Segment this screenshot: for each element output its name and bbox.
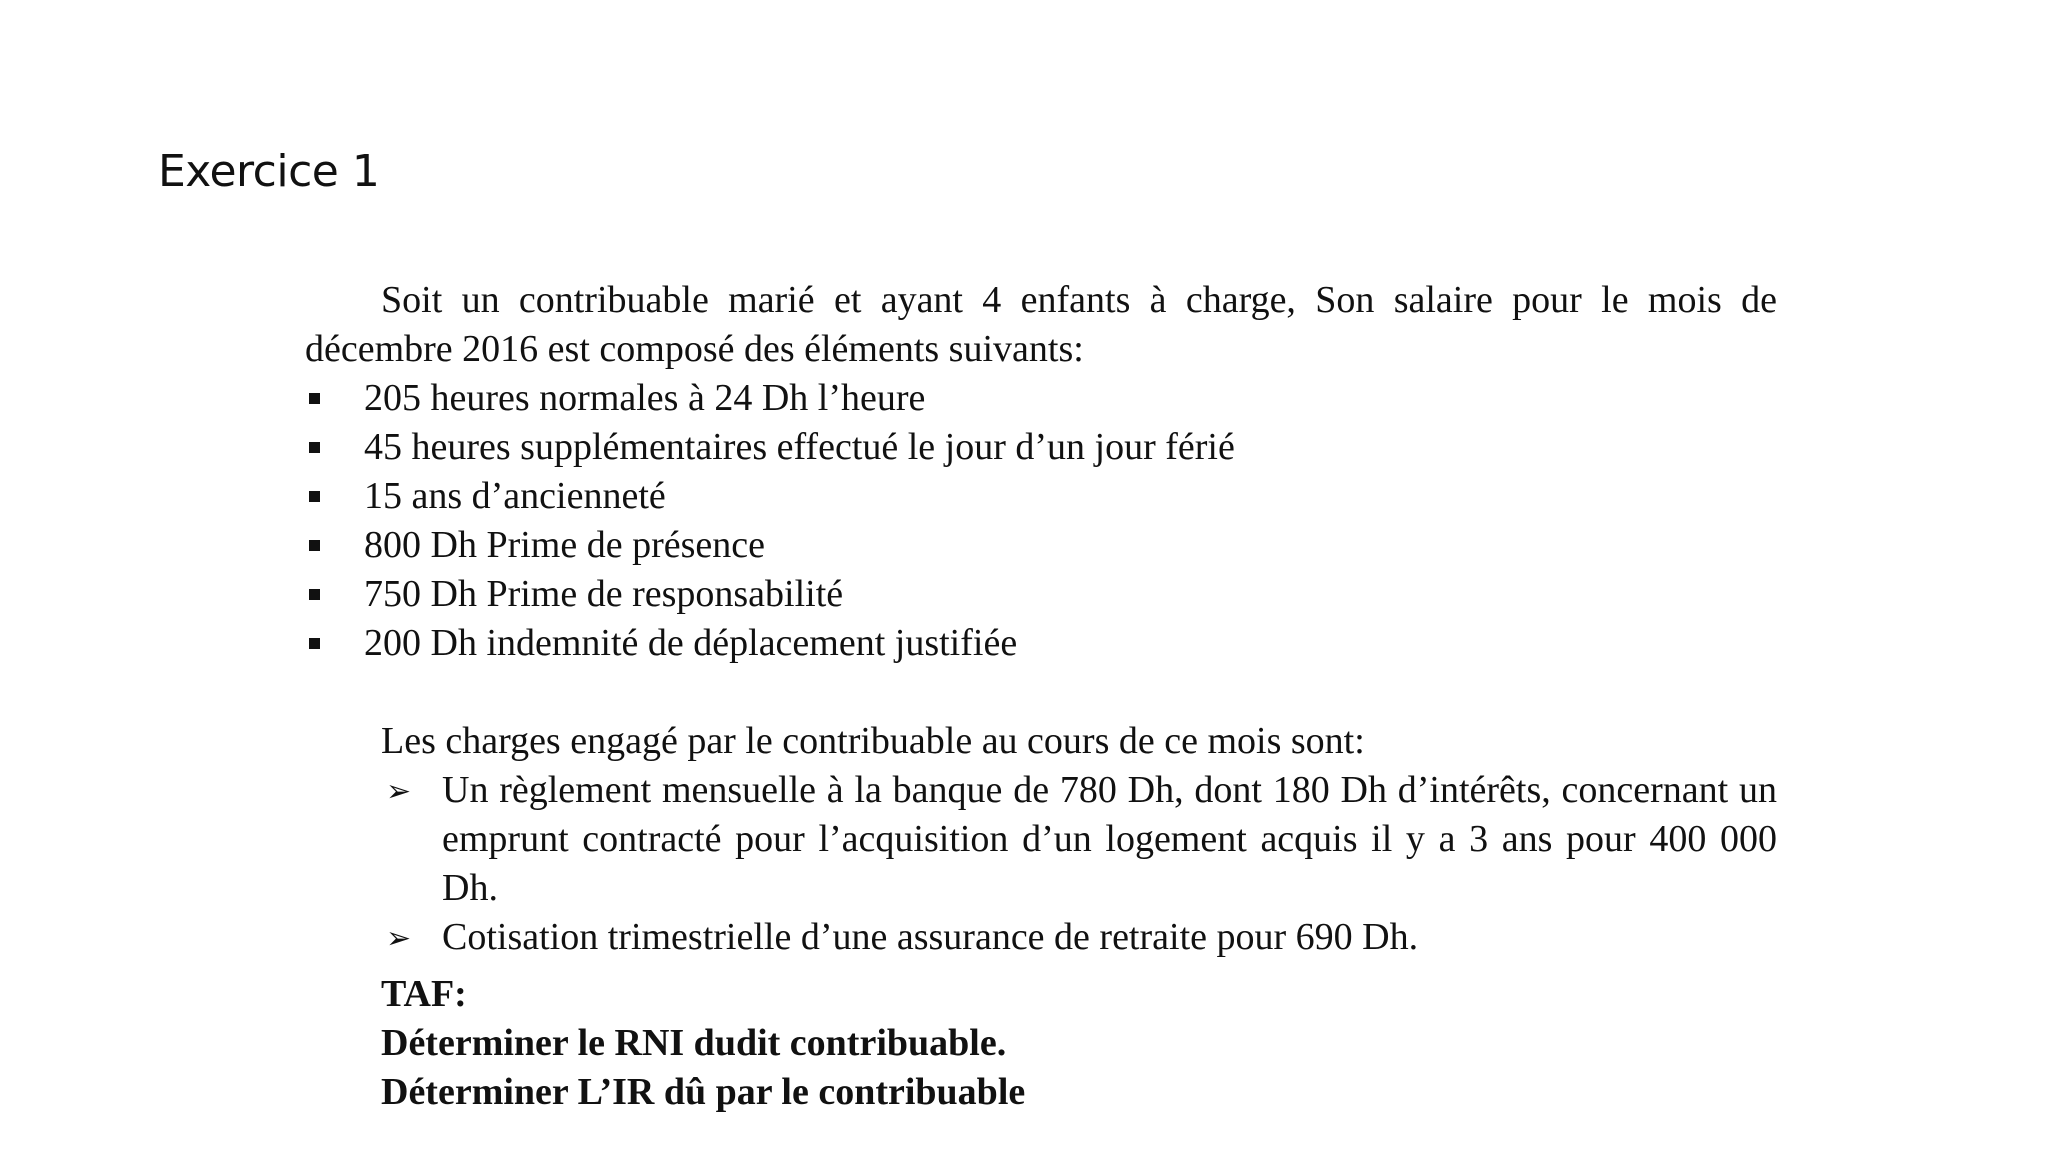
salary-item-text: 15 ans d’ancienneté (364, 475, 666, 517)
arrow-bullet-icon: ➢ (386, 921, 412, 956)
square-bullet-icon (309, 393, 320, 404)
salary-item-text: 45 heures supplémentaires effectué le jour d’un jour férié (364, 426, 1235, 468)
square-bullet-icon (309, 638, 320, 649)
list-item (305, 472, 1777, 521)
square-bullet-icon (309, 491, 320, 502)
square-bullet-icon (309, 540, 320, 551)
list-item (305, 913, 1777, 962)
list-item (305, 570, 1777, 619)
salary-item-text: 205 heures normales à 24 Dh l’heure (364, 377, 926, 419)
list-item (305, 423, 1777, 472)
intro-paragraph: Soit un contribuable marié et ayant 4 enfants à charge, Son salaire pour le mois de décembre 2016 est composé des éléments suivants: (305, 279, 1777, 370)
exercise-body (305, 276, 1777, 1117)
taf-section (305, 970, 1777, 1117)
taf-task: Déterminer le RNI dudit contribuable. (381, 1022, 1007, 1064)
list-item (305, 766, 1777, 913)
charges-intro: Les charges engagé par le contribuable au cours de ce mois sont: (381, 720, 1365, 762)
square-bullet-icon (309, 442, 320, 453)
list-item (305, 521, 1777, 570)
list-item (305, 374, 1777, 423)
charge-item-text: Cotisation trimestrielle d’une assurance de retraite pour 690 Dh. (442, 916, 1419, 958)
salary-items-list (305, 374, 1777, 668)
charges-list (305, 766, 1777, 962)
salary-item-text: 800 Dh Prime de présence (364, 524, 765, 566)
salary-item-text: 750 Dh Prime de responsabilité (364, 573, 844, 615)
charge-item-text: Un règlement mensuelle à la banque de 780 Dh, dont 180 Dh d’intérêts, concernant un emprunt contracté pour l’acquisition d’un logement acquis il y a 3 ans pour 400 000 Dh. (442, 769, 1777, 909)
taf-task: Déterminer L’IR dû par le contribuable (381, 1071, 1026, 1113)
square-bullet-icon (309, 589, 320, 600)
taf-heading: TAF: (381, 973, 467, 1015)
list-item (305, 619, 1777, 668)
salary-item-text: 200 Dh indemnité de déplacement justifiée (364, 622, 1018, 664)
slide-title: Exercice 1 (158, 146, 380, 197)
arrow-bullet-icon: ➢ (386, 774, 412, 809)
